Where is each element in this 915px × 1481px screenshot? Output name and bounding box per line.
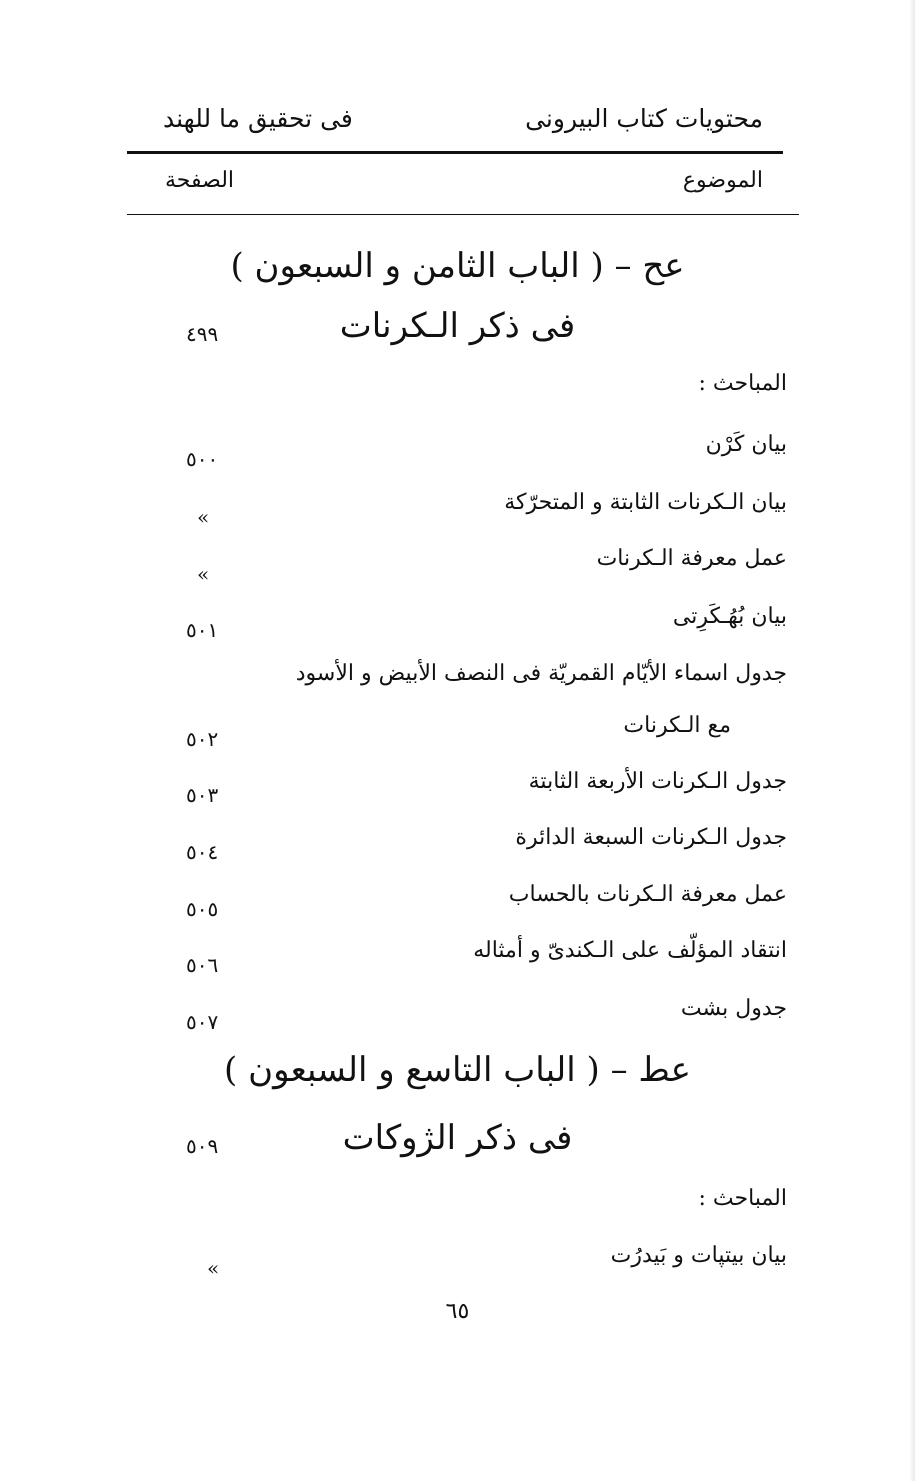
toc-entry-page: ٥٠٤ xyxy=(186,840,219,864)
page-edge-shadow xyxy=(909,0,915,1481)
toc-entry: انتقاد المؤلّف على الـكندىّ و أمثاله xyxy=(473,938,787,963)
toc-entry: بيان بُهُـكَرِتى xyxy=(672,604,787,629)
toc-entry: جدول الـكرنات السبعة الدائرة xyxy=(515,825,787,850)
toc-entry-continuation: مع الـكرنات xyxy=(623,713,731,738)
toc-entry-page: » xyxy=(207,1256,220,1280)
toc-entry-page: ٥٠٦ xyxy=(186,953,219,977)
folio-page-number: ٦٥ xyxy=(445,1299,470,1324)
toc-entry-page: ٥٠٧ xyxy=(186,1010,219,1034)
toc-entry: عمل معرفة الـكرنات xyxy=(596,546,787,571)
toc-entry: بيان بيتپات و بَيدرُت xyxy=(610,1243,787,1268)
toc-entry-page: ٥٠٣ xyxy=(186,783,219,807)
column-heading-rule xyxy=(127,214,799,215)
toc-entry-page: ٥٠١ xyxy=(186,618,219,642)
chapter-78-title: عح – ( الباب الثامن و السبعون ) xyxy=(230,246,685,286)
header-rule xyxy=(127,151,783,154)
toc-entry-page: ٥٠٠ xyxy=(186,447,219,471)
running-header-subtitle: فى تحقيق ما للهند xyxy=(163,104,353,133)
chapter-78-subtitle: فى ذكر الـكرنات xyxy=(339,306,576,346)
toc-entry-page: » xyxy=(197,562,210,586)
toc-entry: بيان كَرْن xyxy=(705,432,787,457)
toc-entry-page: ٥٠٢ xyxy=(186,727,219,751)
running-header-title: محتويات كتاب البيرونى xyxy=(525,104,763,133)
toc-entry-page: ٥٠٥ xyxy=(186,897,219,921)
chapter-79-page: ٥٠٩ xyxy=(186,1134,219,1158)
topic-column-heading: الموضوع xyxy=(682,168,763,193)
chapter-78-page: ٤٩٩ xyxy=(186,322,219,346)
toc-entry: جدول بشت xyxy=(680,996,787,1021)
chapter-79-subtitle: فى ذكر الژوكات xyxy=(342,1118,573,1158)
chapter-79-topics-heading: المباحث : xyxy=(698,1186,787,1211)
chapter-79-title: عط – ( الباب التاسع و السبعون ) xyxy=(224,1050,691,1090)
toc-entry: عمل معرفة الـكرنات بالحساب xyxy=(508,882,787,907)
toc-entry-page: » xyxy=(197,505,210,529)
page-column-heading: الصفحة xyxy=(165,168,235,193)
toc-entry: بيان الـكرنات الثابتة و المتحرّكة xyxy=(504,490,787,515)
toc-entry: جدول اسماء الأيّام القمريّة فى النصف الأبيض و الأسود xyxy=(295,661,787,686)
toc-entry: جدول الـكرنات الأربعة الثابتة xyxy=(528,769,787,794)
chapter-78-topics-heading: المباحث : xyxy=(698,371,787,396)
